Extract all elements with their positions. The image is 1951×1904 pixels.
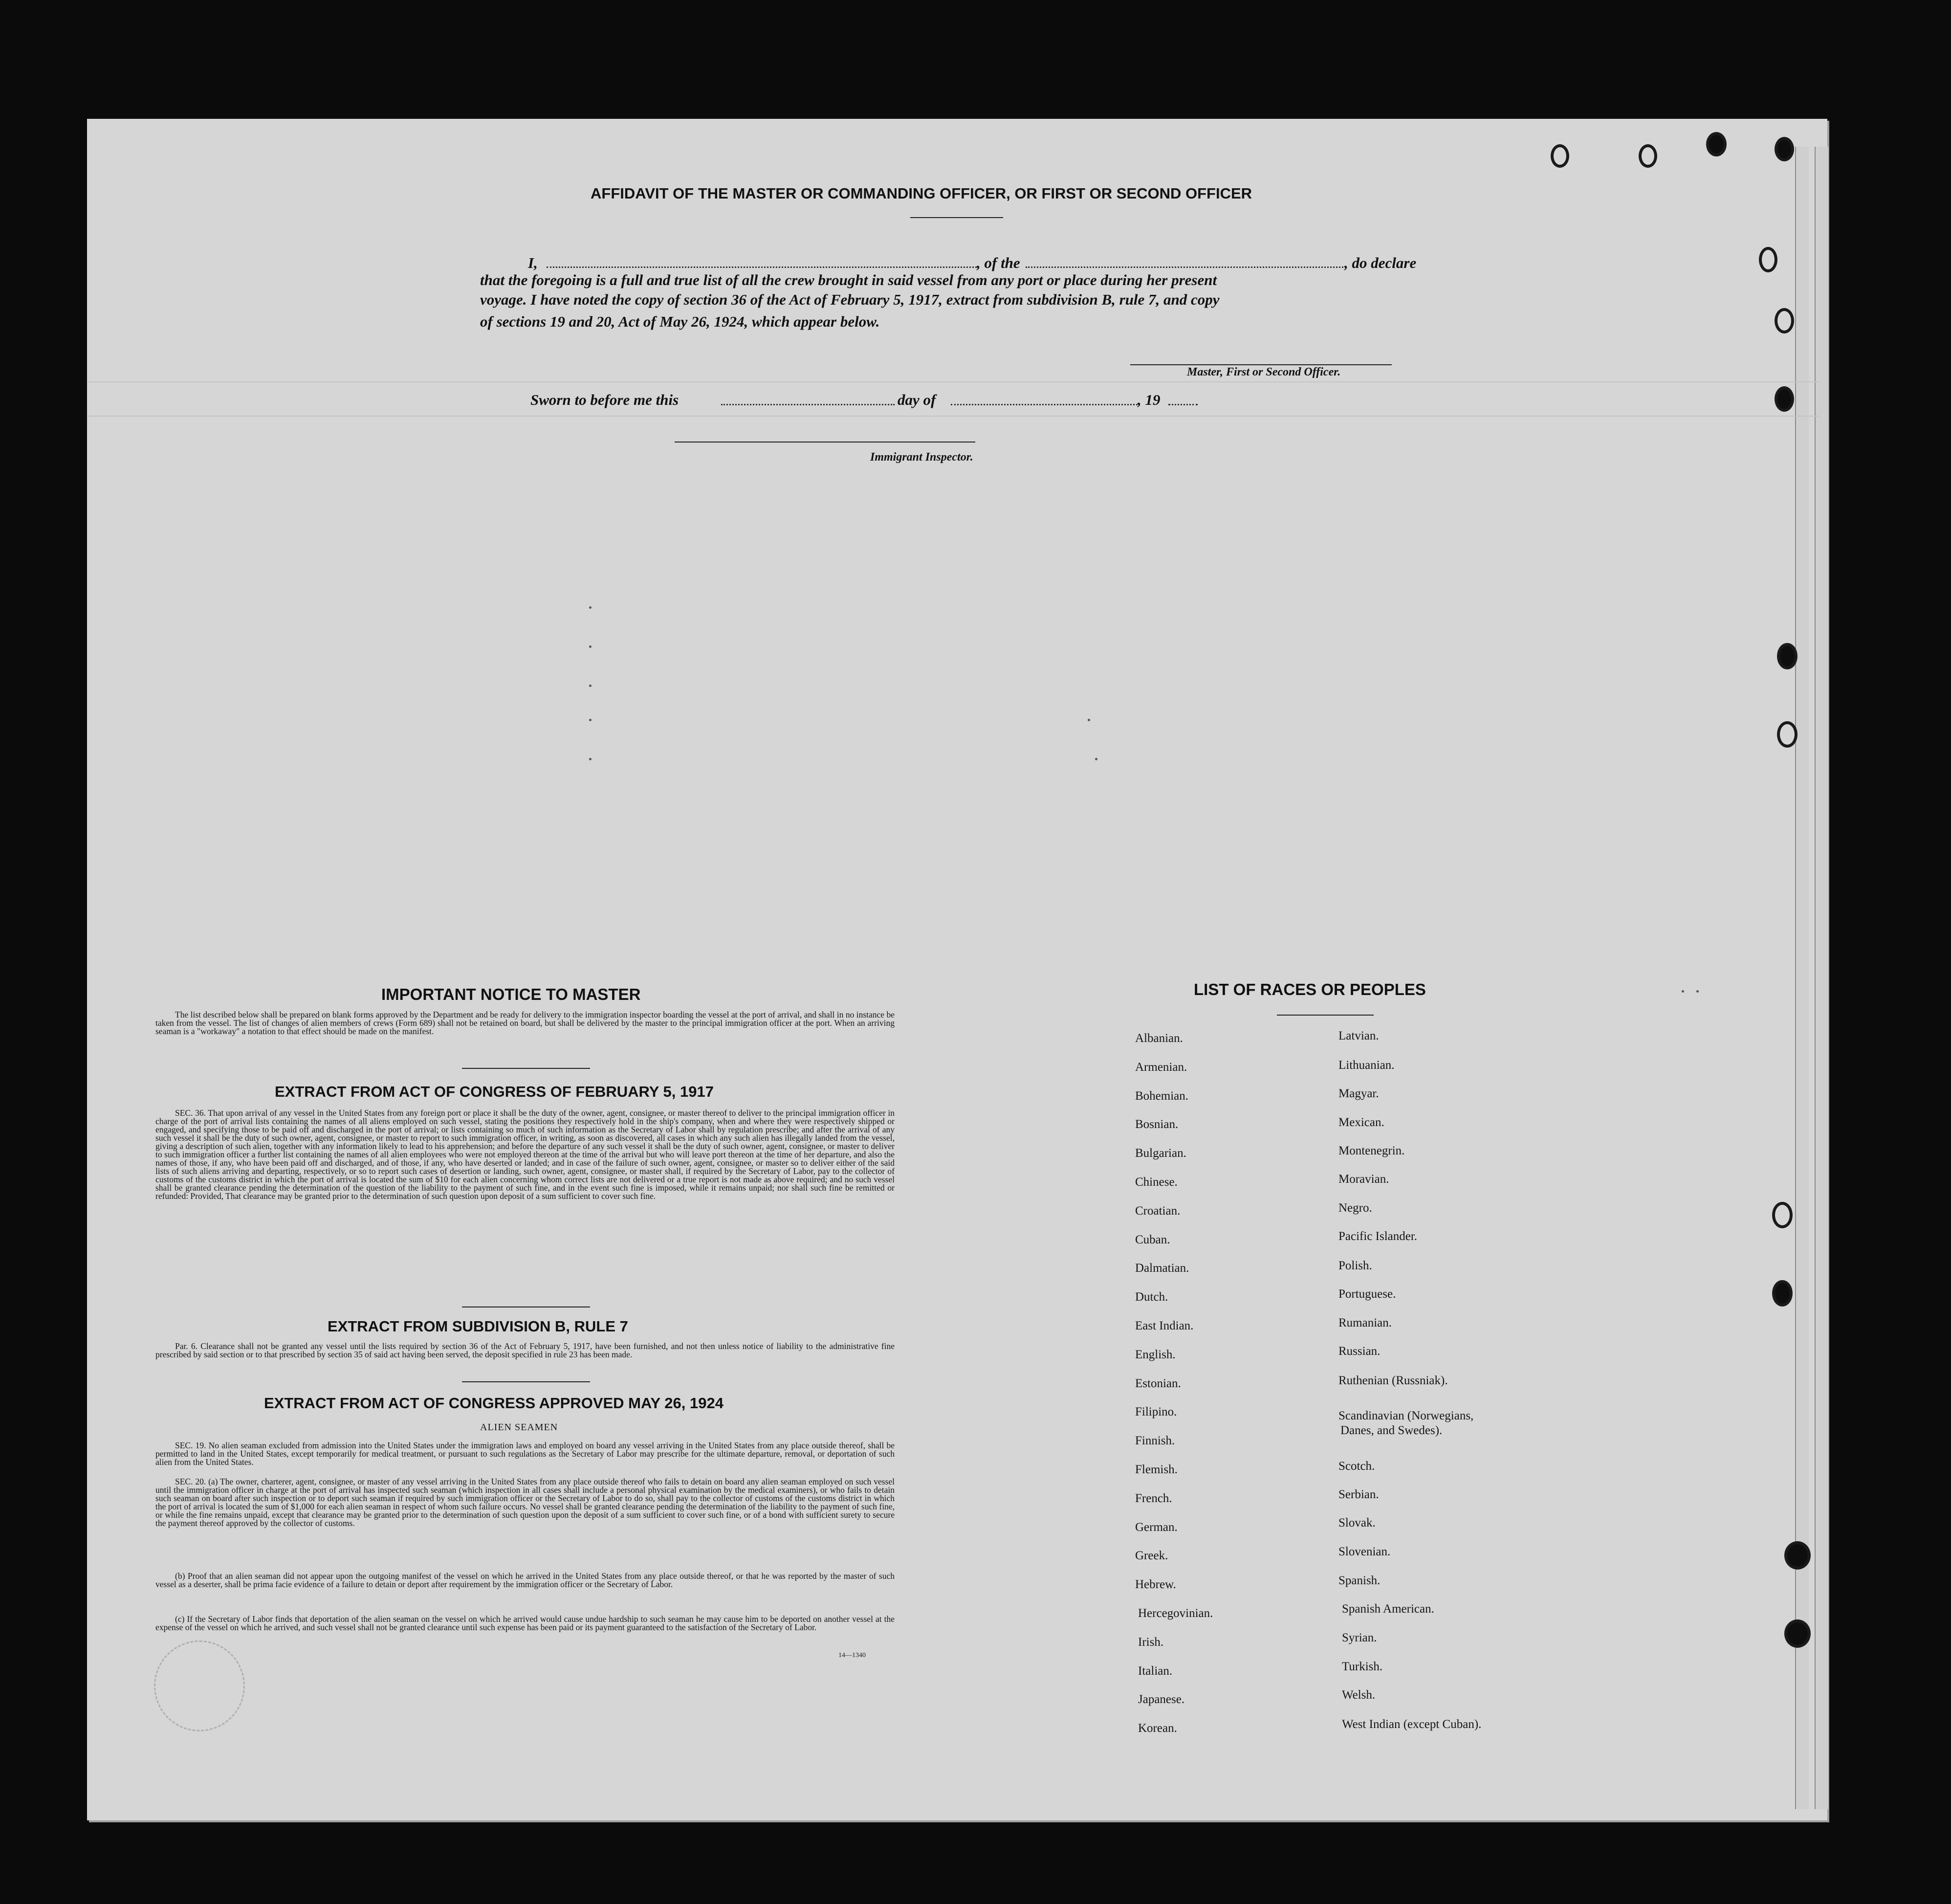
divider	[1277, 1015, 1374, 1016]
bleed-through-rule	[88, 416, 1819, 417]
affidavit-title: AFFIDAVIT OF THE MASTER OR COMMANDING OFFICER, OR FIRST OR SECOND OFFICER	[591, 185, 1252, 202]
bleed-mark	[1696, 990, 1699, 993]
punch-hole	[1775, 137, 1794, 161]
race-item: Magyar.	[1338, 1087, 1379, 1100]
divider	[910, 217, 1003, 218]
punch-hole	[1759, 247, 1777, 272]
race-item: West Indian (except Cuban).	[1342, 1718, 1482, 1731]
race-item: Moravian.	[1338, 1173, 1389, 1186]
race-item: Cuban.	[1135, 1233, 1170, 1246]
race-item: Filipino.	[1135, 1405, 1177, 1419]
inspector-caption: Immigrant Inspector.	[870, 451, 973, 464]
race-item: Slovak.	[1338, 1516, 1376, 1529]
punch-hole	[1777, 643, 1798, 669]
bleed-mark	[589, 719, 592, 721]
signature-line	[1130, 364, 1392, 365]
race-item: Turkish.	[1342, 1660, 1383, 1673]
race-item: Rumanian.	[1338, 1316, 1392, 1329]
punch-hole	[1772, 1202, 1793, 1228]
race-item: Hebrew.	[1135, 1578, 1176, 1592]
affidavit-declare: , do declare	[1344, 254, 1417, 271]
punch-hole	[1784, 1541, 1811, 1570]
bleed-through-rule	[88, 381, 1819, 382]
race-item: Slovenian.	[1338, 1545, 1391, 1558]
race-item: Ruthenian (Russniak).	[1338, 1374, 1448, 1387]
sworn-day-blank	[721, 404, 895, 405]
race-item: German.	[1135, 1520, 1178, 1534]
extract-1917-title: EXTRACT FROM ACT OF CONGRESS OF FEBRUARY 5, 1917	[275, 1083, 714, 1100]
punch-hole	[1777, 721, 1798, 748]
race-item: Armenian.	[1135, 1060, 1187, 1074]
race-item: Italian.	[1138, 1664, 1173, 1678]
race-item: Chinese.	[1135, 1175, 1178, 1189]
sworn-day: day of	[898, 391, 936, 408]
affidavit-of-the: , of the	[977, 254, 1020, 271]
race-item: Spanish American.	[1342, 1602, 1434, 1616]
form-sheet	[87, 119, 1827, 1820]
sworn-prefix: Sworn to before me this	[530, 391, 679, 408]
punch-hole	[1775, 308, 1794, 333]
race-item: Bosnian.	[1135, 1118, 1179, 1131]
race-item: Spanish.	[1338, 1574, 1381, 1587]
bleed-mark	[1095, 758, 1097, 760]
race-item: Latvian.	[1338, 1029, 1379, 1042]
race-item: Dutch.	[1135, 1290, 1168, 1304]
race-item: Croatian.	[1135, 1204, 1181, 1218]
vessel-blank	[1026, 266, 1343, 268]
punch-hole	[1706, 132, 1727, 156]
notice-body: The list described below shall be prepared on blank forms approved by the Department and be ready for delivery to the immigration inspector boarding the vessel at the port of arrival, and shall in no instance be taken from the vessel. The list of changes of alien members of crews (Form 689) shall not be retained on board, but shall be delivered by the master to the principal immigration officer at the port. When an arriving seaman is a "workaway" a notation to that effect should be made on the manifest.	[155, 1010, 895, 1036]
race-item: English.	[1135, 1348, 1176, 1361]
bleed-mark	[1088, 719, 1090, 721]
divider	[462, 1306, 590, 1307]
race-item: East Indian.	[1135, 1319, 1194, 1332]
punch-hole	[1784, 1619, 1811, 1648]
divider	[462, 1068, 590, 1069]
race-item: Albanian.	[1135, 1032, 1183, 1045]
extract-1924-title: EXTRACT FROM ACT OF CONGRESS APPROVED MAY 26, 1924	[264, 1395, 723, 1412]
sec19-body: SEC. 19. No alien seaman excluded from admission into the United States under the immigration laws and employed on board any vessel arriving in the United States from any place outside thereof, shall be permitted to land in the United States, except temporarily for medical treatment, or pursuant to such regulations as the Secretary of Labor may prescribe for the ultimate departure, removal, or deportation of such alien from the United States.	[155, 1440, 895, 1467]
bleed-mark	[589, 685, 592, 687]
affidavit-i: I,	[528, 254, 538, 271]
race-item: Korean.	[1138, 1722, 1177, 1735]
alien-seamen-subtitle: ALIEN SEAMEN	[480, 1422, 558, 1433]
race-item: Mexican.	[1338, 1116, 1384, 1129]
punch-hole	[1772, 1280, 1793, 1306]
affidavit-line3: voyage. I have noted the copy of section 36 of the Act of February 5, 1917, extract from subdivision B, rule 7, and copy	[480, 291, 1220, 308]
race-item: Irish.	[1138, 1635, 1164, 1649]
race-item: Polish.	[1338, 1259, 1372, 1272]
rule7-body: Par. 6. Clearance shall not be granted any vessel until the lists required by section 36 of the Act of February 5, 1917, have been furnished, and not then unless notice of liability to the administrative fine prescribed by said section or to that prescribed by section 35 of said act having been served, the deposit specified in rule 23 has been made.	[155, 1341, 895, 1359]
race-item: Montenegrin.	[1338, 1144, 1405, 1157]
bleed-mark	[589, 758, 592, 760]
race-item: Finnish.	[1135, 1434, 1175, 1448]
inspector-line	[675, 442, 975, 443]
punch-hole	[1639, 144, 1657, 168]
sec20c-body: (c) If the Secretary of Labor finds that deportation of the alien seaman on the vessel on which he arrived would cause undue hardship to such seaman he may cause him to be deported on another vessel at the expense of the vessel on which he arrived, and such vessel shall not be granted clearance until such expense has been paid or its payment guaranteed to the satisfaction of the Secretary of Labor.	[155, 1614, 895, 1632]
race-item: Bulgarian.	[1135, 1147, 1186, 1160]
extract-1917-body: SEC. 36. That upon arrival of any vessel in the United States from any foreign port or place it shall be the duty of the owner, agent, consignee, or master thereof to deliver to the principal immigration officer in charge of the port of arrival lists containing the names of all aliens employed on such vessel, stating the positions they respectively hold in the ship's company, when and where they were respectively shipped or engaged, and specifying those to be paid off and discharged in the port of arrival; or lists containing so much of such information as the Secretary of Labor shall by regulation prescribe; and after the arrival of any such vessel it shall be the duty of such owner, agent, consignee, or master to report to such immigration officer, in writing, as soon as discovered, all cases in which any such alien has illegally landed from the vessel, giving a description of such alien, together with any information likely to lead to his apprehension; and before the departure of any such vessel it shall be the duty of such owner, agent, consignee, or master to deliver to such immigration officer a further list containing the names of all alien employees who were not employed thereon at the time of the arrival but who will leave port thereon at the time of her departure, and also the names of those, if any, who have been paid off and discharged, and of those, if any, who have deserted or landed; and in case of the failure of such owner, agent, consignee, or master so to deliver either of the said lists of such aliens arriving and departing, respectively, or so to report such cases of desertion or landing, such owner, agent, consignee, or master shall, if required by the Secretary of Labor, pay to the collector of customs of the customs district in which the port of arrival is located the sum of $10 for each alien concerning whom correct lists are not delivered or a true report is not made as above required; and no such vessel shall be granted clearance pending the determination of the question of the liability to the payment of such fine, and in the event such fine is imposed, while it remains unpaid; nor shall such fine be remitted or refunded: Provided, That clearance may be granted prior to the determination of such question upon deposit of a sum sufficient to cover such fine.	[155, 1108, 895, 1201]
race-item: Welsh.	[1342, 1688, 1376, 1702]
race-item: Greek.	[1135, 1549, 1168, 1563]
race-item: Lithuanian.	[1338, 1059, 1395, 1072]
race-item: Hercegovinian.	[1138, 1607, 1213, 1620]
sec20b-body: (b) Proof that an alien seaman did not appear upon the outgoing manifest of the vessel on which he arrived in the United States from any place outside thereof, or that he was reported by the master of such vessel as a deserter, shall be prima facie evidence of a failure to detain or deport after requirement by the immigration officer or the Secretary of Labor.	[155, 1571, 895, 1589]
bleed-mark	[589, 645, 592, 648]
sec20a-body: SEC. 20. (a) The owner, charterer, agent, consignee, or master of any vessel arriving in the United States from any place outside thereof who fails to detain on board any alien seaman employed on such vessel until the immigration officer in charge at the port of arrival has inspected such seaman (which inspection in all cases shall include a personal physical examination by the medical examiners), or who fails to detain such seaman on board after such inspection or to deport such seaman if required by such immigration officer or the Secretary of Labor to do so, shall pay to the collector of customs of the customs district in which the port of arrival is located the sum of $1,000 for each alien seaman in respect of whom such failure occurs. No vessel shall be granted clearance pending the determination of the liability to the payment of such fine, or while the fine remains unpaid, except that clearance may be granted prior to the determination of such question upon the deposit of a sum sufficient to cover such fine, or of a bond with sufficient surety to secure the payment thereof approved by the collector of customs.	[155, 1477, 895, 1528]
notice-title: IMPORTANT NOTICE TO MASTER	[381, 985, 641, 1003]
rule7-title: EXTRACT FROM SUBDIVISION B, RULE 7	[328, 1318, 628, 1335]
form-number: 14—1340	[838, 1652, 866, 1659]
sworn-month-blank	[951, 404, 1138, 405]
sworn-year-blank	[1168, 404, 1198, 405]
races-title: LIST OF RACES OR PEOPLES	[1194, 980, 1426, 998]
name-blank	[547, 266, 977, 268]
race-item: Negro.	[1338, 1201, 1372, 1215]
punch-hole	[1775, 386, 1794, 412]
sworn-year: , 19	[1138, 391, 1161, 408]
race-item: French.	[1135, 1491, 1172, 1505]
punch-hole	[1551, 144, 1569, 168]
affidavit-line2: that the foregoing is a full and true list of all the crew brought in said vessel from any port or place during her present	[480, 271, 1217, 288]
race-item: Bohemian.	[1135, 1089, 1189, 1103]
back-page-edge	[1815, 147, 1828, 1809]
race-item: Pacific Islander.	[1338, 1230, 1418, 1243]
race-item: Estonian.	[1135, 1376, 1181, 1390]
race-item: Danes, and Swedes).	[1340, 1424, 1443, 1437]
bleed-mark	[1682, 990, 1684, 993]
race-item: Russian.	[1338, 1345, 1381, 1358]
race-item: Dalmatian.	[1135, 1262, 1189, 1275]
affidavit-line4: of sections 19 and 20, Act of May 26, 1924, which appear below.	[480, 313, 880, 330]
race-item: Syrian.	[1342, 1631, 1377, 1644]
race-item: Scandinavian (Norwegians,	[1338, 1409, 1474, 1422]
race-item: Serbian.	[1338, 1488, 1379, 1501]
race-item: Flemish.	[1135, 1463, 1178, 1476]
faint-seal-stamp	[154, 1640, 245, 1731]
bleed-mark	[589, 606, 592, 609]
race-item: Japanese.	[1138, 1693, 1185, 1706]
divider	[462, 1381, 590, 1382]
race-item: Portuguese.	[1338, 1287, 1396, 1301]
race-item: Scotch.	[1338, 1460, 1375, 1473]
master-caption: Master, First or Second Officer.	[1187, 366, 1341, 378]
